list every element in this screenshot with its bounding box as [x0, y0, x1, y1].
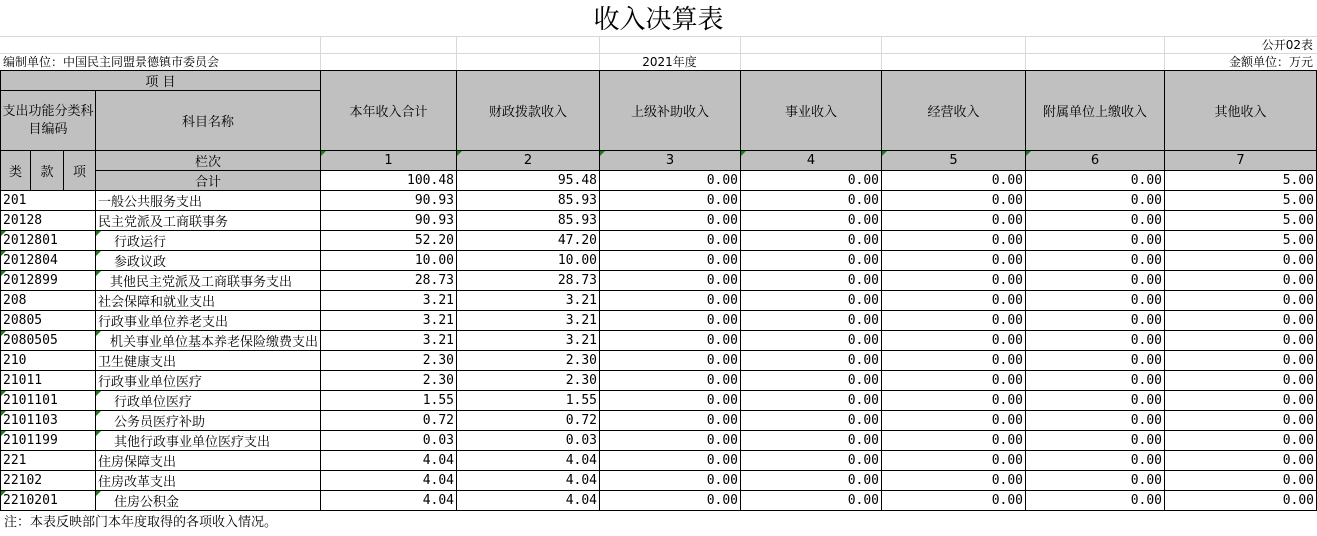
row-code: 2101199	[1, 431, 96, 451]
row-name: 行政运行	[96, 231, 321, 251]
header-lei: 类	[1, 151, 31, 191]
header-subject-name: 科目名称	[96, 91, 321, 151]
row-code: 20128	[1, 211, 96, 231]
header-lanci: 栏次	[96, 151, 321, 171]
row-value: 0.00	[1026, 331, 1165, 351]
row-value: 3.21	[321, 331, 457, 351]
row-value: 0.00	[1165, 491, 1317, 511]
row-value: 0.00	[1165, 431, 1317, 451]
row-value: 0.00	[1165, 251, 1317, 271]
col-header-2: 财政拨款收入	[457, 71, 600, 151]
header-xiang: 项	[64, 151, 96, 191]
row-value: 10.00	[457, 251, 600, 271]
total-cell: 0.00	[741, 171, 882, 191]
row-value: 0.00	[1026, 271, 1165, 291]
table-row	[1, 471, 1317, 491]
row-value: 0.00	[600, 351, 741, 371]
table-row	[1, 451, 1317, 471]
row-value: 0.00	[1026, 391, 1165, 411]
row-value: 0.00	[882, 491, 1026, 511]
row-value: 0.00	[882, 411, 1026, 431]
row-value: 3.21	[457, 331, 600, 351]
row-value: 4.04	[321, 491, 457, 511]
row-value: 5.00	[1165, 211, 1317, 231]
row-value: 0.00	[1026, 371, 1165, 391]
row-value: 0.00	[882, 251, 1026, 271]
table-row	[1, 271, 1317, 291]
row-value: 0.00	[1026, 251, 1165, 271]
row-code: 2012804	[1, 251, 96, 271]
row-value: 4.04	[457, 451, 600, 471]
row-value: 0.00	[1165, 351, 1317, 371]
row-name: 其他行政事业单位医疗支出	[96, 431, 321, 451]
row-value: 0.00	[1026, 191, 1165, 211]
row-value: 0.00	[1026, 471, 1165, 491]
row-value: 0.00	[1165, 311, 1317, 331]
row-value: 2.30	[321, 351, 457, 371]
table-row	[1, 491, 1317, 511]
row-name: 行政事业单位养老支出	[96, 311, 321, 331]
row-value: 1.55	[457, 391, 600, 411]
row-value: 0.00	[1026, 451, 1165, 471]
row-value: 0.00	[741, 331, 882, 351]
table-row	[1, 191, 1317, 211]
row-value: 0.72	[457, 411, 600, 431]
col-number-4: 4	[741, 151, 882, 171]
row-value: 0.00	[741, 431, 882, 451]
row-value: 0.00	[1165, 291, 1317, 311]
row-value: 0.00	[1026, 311, 1165, 331]
col-number-7: 7	[1165, 151, 1317, 171]
row-value: 0.00	[600, 391, 741, 411]
row-value: 0.00	[882, 311, 1026, 331]
total-cell: 0.00	[600, 171, 741, 191]
row-value: 4.04	[457, 471, 600, 491]
row-value: 0.00	[600, 251, 741, 271]
row-value: 0.72	[321, 411, 457, 431]
row-name: 机关事业单位基本养老保险缴费支出	[96, 331, 321, 351]
row-name: 社会保障和就业支出	[96, 291, 321, 311]
report-title: 收入决算表	[593, 5, 724, 35]
row-value: 0.03	[457, 431, 600, 451]
col-number-6: 6	[1026, 151, 1165, 171]
row-code: 2012899	[1, 271, 96, 291]
row-code: 208	[1, 291, 96, 311]
table-row	[1, 211, 1317, 231]
row-value: 2.30	[457, 371, 600, 391]
row-value: 0.00	[1026, 431, 1165, 451]
row-value: 0.00	[882, 471, 1026, 491]
total-cell: 5.00	[1165, 171, 1317, 191]
form-number: 公开02表	[1261, 38, 1313, 52]
table-row	[1, 251, 1317, 271]
row-value: 0.00	[882, 231, 1026, 251]
row-value: 0.00	[882, 191, 1026, 211]
col-header-5: 经营收入	[882, 71, 1026, 151]
row-value: 90.93	[321, 211, 457, 231]
row-value: 0.00	[600, 451, 741, 471]
row-value: 0.00	[600, 431, 741, 451]
row-value: 0.00	[741, 351, 882, 371]
row-name: 住房保障支出	[96, 451, 321, 471]
row-value: 0.00	[741, 251, 882, 271]
col-header-7: 其他收入	[1165, 71, 1317, 151]
footnote: 注：本表反映部门本年度取得的各项收入情况。	[4, 515, 278, 530]
row-value: 0.00	[882, 291, 1026, 311]
row-value: 28.73	[457, 271, 600, 291]
col-header-1: 本年收入合计	[321, 71, 457, 151]
total-cell: 100.48	[321, 171, 457, 191]
row-value: 0.00	[741, 231, 882, 251]
table-row	[1, 291, 1317, 311]
row-value: 0.00	[741, 211, 882, 231]
row-name: 其他民主党派及工商联事务支出	[96, 271, 321, 291]
row-value: 0.00	[600, 411, 741, 431]
row-name: 参政议政	[96, 251, 321, 271]
row-value: 0.00	[741, 411, 882, 431]
row-value: 0.00	[1026, 231, 1165, 251]
row-name: 住房改革支出	[96, 471, 321, 491]
row-value: 3.21	[321, 311, 457, 331]
row-value: 0.00	[600, 371, 741, 391]
row-value: 0.00	[600, 231, 741, 251]
total-cell: 95.48	[457, 171, 600, 191]
row-value: 0.00	[1026, 291, 1165, 311]
row-value: 2.30	[457, 351, 600, 371]
row-value: 0.00	[882, 431, 1026, 451]
row-value: 0.00	[1165, 331, 1317, 351]
row-value: 47.20	[457, 231, 600, 251]
row-value: 4.04	[321, 451, 457, 471]
row-value: 0.00	[600, 331, 741, 351]
row-value: 3.21	[321, 291, 457, 311]
total-cell: 0.00	[882, 171, 1026, 191]
row-name: 一般公共服务支出	[96, 191, 321, 211]
row-value: 0.00	[600, 491, 741, 511]
col-header-3: 上级补助收入	[600, 71, 741, 151]
row-code: 210	[1, 351, 96, 371]
table-row	[1, 331, 1317, 351]
row-value: 0.00	[882, 371, 1026, 391]
table-row	[1, 411, 1317, 431]
row-value: 0.03	[321, 431, 457, 451]
row-name: 行政单位医疗	[96, 391, 321, 411]
row-value: 0.00	[741, 471, 882, 491]
row-code: 2012801	[1, 231, 96, 251]
row-code: 221	[1, 451, 96, 471]
col-number-3: 3	[600, 151, 741, 171]
income-table	[0, 70, 1317, 511]
row-value: 0.00	[741, 391, 882, 411]
money-unit: 金额单位：万元	[1228, 55, 1313, 69]
row-value: 0.00	[882, 351, 1026, 371]
row-value: 2.30	[321, 371, 457, 391]
total-cell: 0.00	[1026, 171, 1165, 191]
header-func-code: 支出功能分类科目编码	[1, 91, 96, 151]
row-name: 公务员医疗补助	[96, 411, 321, 431]
col-number-1: 1	[321, 151, 457, 171]
row-name: 住房公积金	[96, 491, 321, 511]
row-value: 0.00	[1165, 371, 1317, 391]
row-code: 2210201	[1, 491, 96, 511]
header-heji: 合计	[96, 171, 321, 191]
row-value: 0.00	[600, 291, 741, 311]
row-name: 卫生健康支出	[96, 351, 321, 371]
row-value: 5.00	[1165, 191, 1317, 211]
row-value: 52.20	[321, 231, 457, 251]
row-value: 0.00	[1165, 451, 1317, 471]
row-value: 0.00	[741, 291, 882, 311]
row-value: 0.00	[1026, 211, 1165, 231]
row-value: 28.73	[321, 271, 457, 291]
unit-label: 编制单位：中国民主同盟景德镇市委员会	[3, 55, 220, 69]
row-value: 85.93	[457, 191, 600, 211]
row-value: 0.00	[600, 471, 741, 491]
row-value: 4.04	[321, 471, 457, 491]
row-value: 3.21	[457, 311, 600, 331]
col-header-6: 附属单位上缴收入	[1026, 71, 1165, 151]
row-value: 0.00	[882, 271, 1026, 291]
row-value: 0.00	[1165, 391, 1317, 411]
row-value: 0.00	[741, 191, 882, 211]
row-code: 2101101	[1, 391, 96, 411]
row-value: 5.00	[1165, 231, 1317, 251]
col-number-2: 2	[457, 151, 600, 171]
row-code: 2080505	[1, 331, 96, 351]
row-value: 0.00	[741, 371, 882, 391]
row-value: 4.04	[457, 491, 600, 511]
row-value: 0.00	[1165, 471, 1317, 491]
row-value: 0.00	[1026, 351, 1165, 371]
row-value: 90.93	[321, 191, 457, 211]
row-value: 85.93	[457, 211, 600, 231]
row-code: 22102	[1, 471, 96, 491]
row-value: 0.00	[882, 391, 1026, 411]
row-value: 0.00	[741, 451, 882, 471]
row-code: 201	[1, 191, 96, 211]
row-code: 20805	[1, 311, 96, 331]
row-value: 0.00	[741, 491, 882, 511]
row-value: 0.00	[600, 271, 741, 291]
report-year: 2021年度	[642, 55, 697, 69]
row-code: 21011	[1, 371, 96, 391]
table-row	[1, 351, 1317, 371]
row-value: 10.00	[321, 251, 457, 271]
row-value: 0.00	[882, 451, 1026, 471]
row-name: 行政事业单位医疗	[96, 371, 321, 391]
row-value: 0.00	[600, 191, 741, 211]
row-value: 0.00	[741, 271, 882, 291]
table-row	[1, 371, 1317, 391]
row-value: 0.00	[600, 211, 741, 231]
header-item: 项 目	[1, 71, 321, 91]
col-header-4: 事业收入	[741, 71, 882, 151]
row-value: 0.00	[882, 331, 1026, 351]
row-value: 1.55	[321, 391, 457, 411]
table-row	[1, 311, 1317, 331]
header-kuan: 款	[31, 151, 64, 191]
row-value: 3.21	[457, 291, 600, 311]
table-row	[1, 231, 1317, 251]
row-value: 0.00	[600, 311, 741, 331]
table-row	[1, 431, 1317, 451]
table-row	[1, 391, 1317, 411]
row-value: 0.00	[1026, 491, 1165, 511]
row-value: 0.00	[741, 311, 882, 331]
col-number-5: 5	[882, 151, 1026, 171]
row-value: 0.00	[882, 211, 1026, 231]
row-code: 2101103	[1, 411, 96, 431]
row-value: 0.00	[1026, 411, 1165, 431]
row-value: 0.00	[1165, 271, 1317, 291]
row-value: 0.00	[1165, 411, 1317, 431]
row-name: 民主党派及工商联事务	[96, 211, 321, 231]
